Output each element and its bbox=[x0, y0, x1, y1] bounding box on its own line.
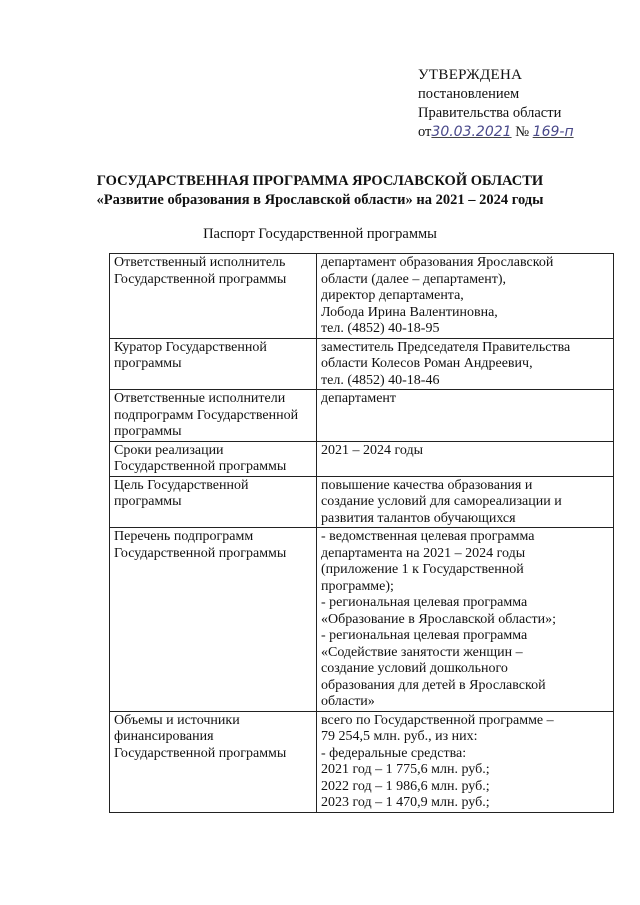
row-label-line: Объемы и источники bbox=[114, 712, 240, 728]
row-label-cell bbox=[110, 711, 317, 812]
row-value-line: «Содействие занятости женщин – bbox=[321, 644, 523, 660]
row-value-line: области» bbox=[321, 694, 375, 709]
row-value-line: - региональная целевая программа bbox=[321, 595, 528, 610]
row-value-line: программе); bbox=[321, 578, 394, 594]
row-label-line: программы bbox=[114, 494, 182, 509]
row-value-line: образования для детей в Ярославской bbox=[321, 677, 546, 693]
row-value-line: Лобода Ирина Валентиновна, bbox=[321, 304, 498, 320]
row-value-line: тел. (4852) 40-18-46 bbox=[321, 372, 440, 388]
passport-table bbox=[109, 253, 614, 813]
row-label-line: Куратор Государственной bbox=[114, 339, 267, 355]
row-label-cell bbox=[110, 441, 317, 476]
row-label-line: Государственной программы bbox=[114, 745, 287, 761]
row-label-cell bbox=[110, 338, 317, 390]
row-label-line: финансирования bbox=[114, 729, 214, 744]
handwritten-number: 169-п bbox=[532, 124, 574, 140]
row-value-cell bbox=[317, 711, 614, 812]
row-label-line: Сроки реализации bbox=[114, 442, 224, 458]
row-value-cell bbox=[317, 441, 614, 476]
row-value-line: 2021 год – 1 775,6 млн. руб.; bbox=[321, 762, 490, 777]
row-label-cell bbox=[110, 528, 317, 712]
row-value-line: развития талантов обучающихся bbox=[321, 510, 516, 526]
row-value-line: «Образование в Ярославской области»; bbox=[321, 611, 556, 627]
row-value-line: создание условий для самореализации и bbox=[321, 494, 562, 509]
row-label-cell bbox=[110, 254, 317, 339]
row-value-cell bbox=[317, 254, 614, 339]
table-row bbox=[110, 254, 614, 339]
approval-stamp bbox=[418, 66, 574, 142]
number-prefix: № bbox=[515, 124, 530, 140]
handwritten-date: 30.03.2021 bbox=[431, 124, 512, 140]
row-label-line: подпрограмм Государственной bbox=[114, 407, 299, 423]
row-value-line: департамента на 2021 – 2024 годы bbox=[321, 545, 526, 561]
passport-heading: Паспорт Государственной программы bbox=[203, 226, 437, 242]
row-value-line: - федеральные средства: bbox=[321, 745, 467, 761]
table-row bbox=[110, 441, 614, 476]
approval-title: УТВЕРЖДЕНА bbox=[418, 67, 523, 83]
table-row bbox=[110, 390, 614, 442]
table-row bbox=[110, 338, 614, 390]
row-value-line: департамент bbox=[321, 391, 397, 406]
approval-date-line bbox=[418, 123, 574, 142]
row-value-line: 2021 – 2024 годы bbox=[321, 442, 424, 458]
row-value-line: создание условий дошкольного bbox=[321, 661, 508, 676]
passport-table-body bbox=[110, 254, 614, 813]
row-value-line: 2023 год – 1 470,9 млн. руб.; bbox=[321, 795, 490, 810]
table-row bbox=[110, 528, 614, 712]
row-label-line: программы bbox=[114, 424, 182, 439]
row-value-cell bbox=[317, 338, 614, 390]
approval-line-1: постановлением bbox=[418, 86, 520, 102]
row-value-line: повышение качества образования и bbox=[321, 477, 533, 493]
row-value-line: заместитель Председателя Правительства bbox=[321, 339, 571, 355]
row-value-line: 79 254,5 млн. руб., из них: bbox=[321, 729, 478, 744]
approval-line-2: Правительства области bbox=[418, 105, 562, 121]
row-label-line: Государственной программы bbox=[114, 545, 287, 561]
row-label-line: Ответственные исполнители bbox=[114, 391, 286, 406]
table-row bbox=[110, 476, 614, 528]
row-value-line: области (далее – департамент), bbox=[321, 271, 507, 287]
table-row bbox=[110, 711, 614, 812]
row-value-line: (приложение 1 к Государственной bbox=[321, 562, 524, 577]
row-value-line: директор департамента, bbox=[321, 288, 464, 303]
row-value-line: области Колесов Роман Андреевич, bbox=[321, 356, 533, 371]
program-title bbox=[0, 172, 640, 210]
row-value-line: тел. (4852) 40-18-95 bbox=[321, 321, 440, 336]
row-value-line: - ведомственная целевая программа bbox=[321, 529, 535, 544]
row-label-cell bbox=[110, 390, 317, 442]
program-title-line-1: ГОСУДАРСТВЕННАЯ ПРОГРАММА ЯРОСЛАВСКОЙ ОБЛАСТИ bbox=[96, 173, 544, 189]
row-value-line: всего по Государственной программе – bbox=[321, 712, 554, 728]
row-label-cell bbox=[110, 476, 317, 528]
row-value-cell bbox=[317, 528, 614, 712]
row-label-line: Государственной программы bbox=[114, 459, 287, 474]
row-label-line: Цель Государственной bbox=[114, 477, 249, 493]
row-value-cell bbox=[317, 476, 614, 528]
row-label-line: Государственной программы bbox=[114, 271, 287, 287]
date-prefix: от bbox=[418, 124, 432, 140]
row-label-line: Ответственный исполнитель bbox=[114, 255, 286, 270]
row-value-cell bbox=[317, 390, 614, 442]
row-value-line: - региональная целевая программа bbox=[321, 628, 528, 643]
row-value-line: 2022 год – 1 986,6 млн. руб.; bbox=[321, 778, 490, 794]
row-label-line: программы bbox=[114, 356, 182, 371]
row-value-line: департамент образования Ярославской bbox=[321, 255, 554, 270]
row-label-line: Перечень подпрограмм bbox=[114, 529, 254, 544]
program-title-line-2: «Развитие образования в Ярославской области» на 2021 – 2024 годы bbox=[96, 192, 544, 208]
